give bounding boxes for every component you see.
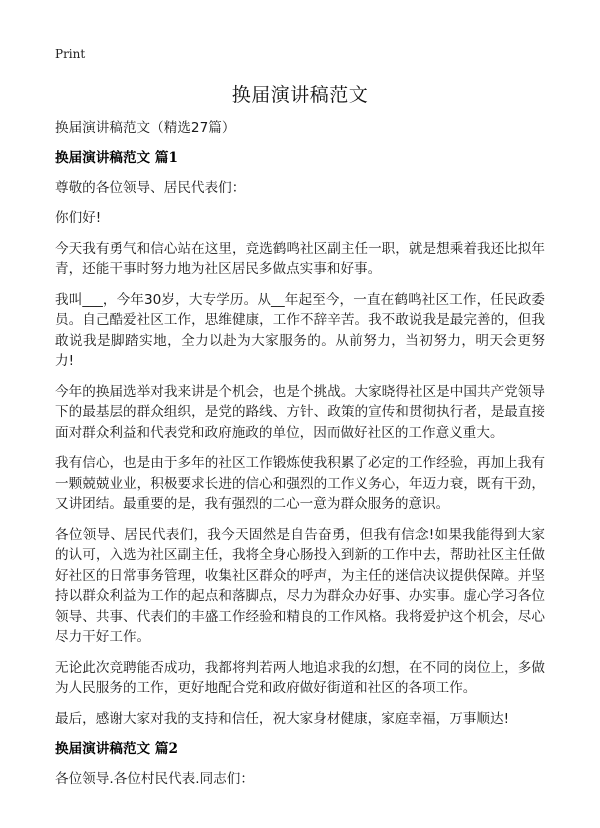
- paragraph: 无论此次竞聘能否成功，我都将判若两人地追求我的幻想，在不同的岗位上，多做为人民服务的工作，更好地配合党和政府做好街道和社区的各项工作。: [55, 659, 545, 696]
- document-subtitle: 换届演讲稿范文（精选27篇）: [55, 120, 236, 136]
- paragraph: 我叫___，今年30岁，大专学历。从__年起至今，一直在鹤鸣社区工作，任民政委员。自己酷爱社区工作，思维健康，工作不辞辛苦。我不敢说我是最完善的，但我敢说我是脚踏实地，全力以赴为大家服务的。从前努力，当初努力，明天会更努力!: [55, 291, 545, 369]
- section-2: [55, 739, 545, 790]
- section-1: [55, 148, 545, 730]
- paragraph: 你们好!: [55, 210, 102, 226]
- document-body: [55, 118, 545, 800]
- document-title: 换届演讲稿范文: [231, 84, 369, 106]
- paragraph: 各位领导、居民代表们，我今天固然是自告奋勇，但我有信念!如果我能得到大家的认可，入选为社区副主任，我将全身心肠投入到新的工作中去，帮助社区主任做好社区的日常事务管理，收集社区群众的呼声，为主任的迷信决议提供保障。并坚持以群众利益为工作的起点和落脚点，尽力为群众办好事、办实事。虚心学习各位领导、共事、代表们的丰盛工作经验和精良的工作风格。我将爱护这个机会，尽心尽力干好工作。: [55, 526, 545, 645]
- print-label: Print: [55, 47, 86, 61]
- paragraph: 今年的换届选举对我来讲是个机会，也是个挑战。大家晓得社区是中国共产党领导下的最基层的群众组织，是党的路线、方针、政策的宣传和贯彻执行者，是最直接面对群众利益和代表党和政府施政的单位，因而做好社区的工作意义重大。: [55, 383, 545, 441]
- paragraph: 我有信心，也是由于多年的社区工作锻炼使我积累了必定的工作经验，再加上我有一颗兢兢业业，积极要求长进的信心和强烈的工作义务心，年迈力衰，既有干劲，又讲团结。最重要的是，我有强烈的二心一意为群众服务的意识。: [55, 455, 545, 512]
- section-heading: 换届演讲稿范文 篇1: [55, 149, 178, 166]
- paragraph: 今天我有勇气和信心站在这里，竞选鹤鸣社区副主任一职，就是想乘着我还比拟年青，还能干事时努力地为社区居民多做点实事和好事。: [55, 240, 545, 277]
- paragraph: 尊敬的各位领导、居民代表们：: [55, 179, 246, 196]
- paragraph: 最后，感谢大家对我的支持和信任，祝大家身材健康，家庭幸福，万事顺达!: [55, 710, 510, 727]
- section-heading: 换届演讲稿范文 篇2: [55, 741, 178, 757]
- paragraph: 各位领导.各位村民代表.同志们：: [55, 771, 254, 787]
